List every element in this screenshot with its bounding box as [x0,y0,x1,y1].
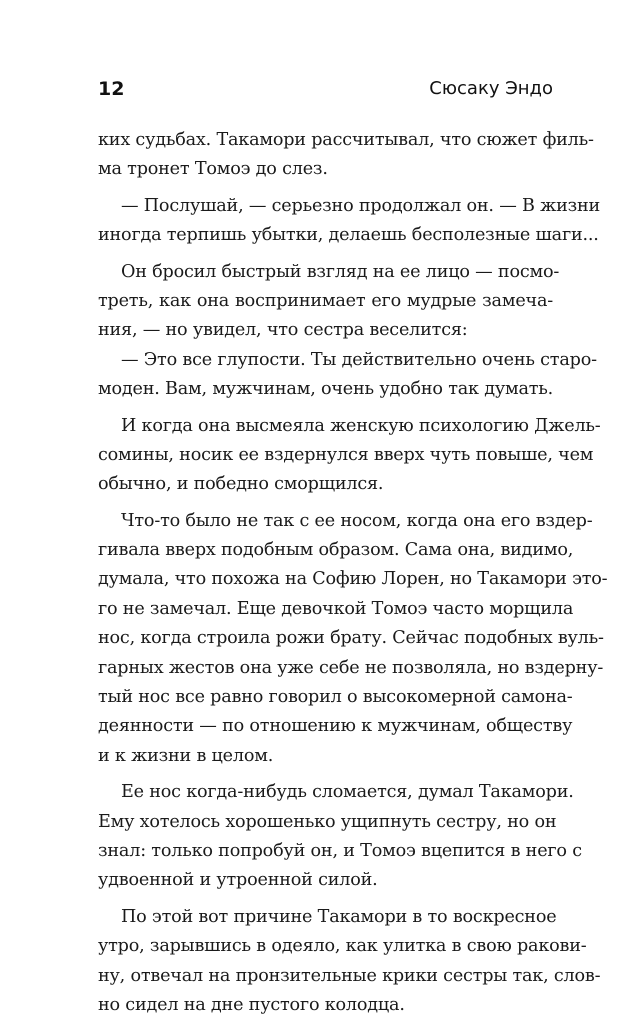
text-line: и к жизни в целом. [98,745,274,766]
text-line: Что-то было не так с ее носом, когда она его вздер- [121,510,593,531]
text-line: гарных жестов она уже себе не позволяла, но вздерну- [98,657,604,678]
text-line: нос, когда строила рожи брату. Сейчас подобных вуль- [98,628,604,649]
text-line: Он бросил быстрый взгляд на ее лицо — посмо- [121,261,560,282]
text-line: Ему хотелось хорошенько ущипнуть сестру, но он [98,811,557,832]
page-number: 12 [98,78,125,100]
text-line: удвоенной и утроенной силой. [98,870,378,891]
text-line: По этой вот причине Такамори в то воскресное [121,906,557,927]
text-line: тый нос все равно говорил о высокомерной самона- [98,687,573,708]
text-line: ких судьбах. Такамори рассчитывал, что сюжет филь- [98,130,594,150]
text-line: — Послушай, — серьезно продолжал он. — В жизни [121,195,601,216]
text-line: треть, как она воспринимает его мудрые замеча- [98,290,553,311]
text-line: утро, зарывшись в одеяло, как улитка в свою ракови- [98,936,587,957]
text-line: деянности — по отношению к мужчинам, обществу [98,716,573,737]
text-line: ния, — но увидел, что сестра веселится: [98,320,468,341]
text-line: но сидел на дне пустого колодца. [98,994,405,1015]
text-line: — Это все глупости. Ты действительно очень старо- [121,349,597,370]
text-line: ну, отвечал на пронзительные крики сестры так, слов- [98,965,601,986]
text-line: моден. Вам, мужчинам, очень удобно так думать. [98,379,554,400]
text-line: думала, что похожа на Софию Лорен, но Такамори это- [98,569,608,590]
text-line: иногда терпишь убытки, делаешь бесполезные шаги... [98,225,599,246]
text-line: ма тронет Томоэ до слез. [98,159,328,180]
text-line: го не замечал. Еще девочкой Томоэ часто морщила [98,598,574,619]
text-line: сомины, носик ее вздернулся вверх чуть повыше, чем [98,444,594,465]
text-line: И когда она высмеяла женскую психологию Джель- [121,415,601,436]
text-line: Ее нос когда-нибудь сломается, думал Такамори. [121,782,574,803]
text-line: обычно, и победно сморщился. [98,474,384,495]
running-head-author: Сюсаку Эндо [429,78,553,99]
text-line: знал: только попробуй он, и Томоэ вцепится в него с [98,840,582,861]
page-header [98,76,553,102]
body-text [98,126,608,1020]
text-line: гивала вверх подобным образом. Сама она, видимо, [98,540,574,561]
